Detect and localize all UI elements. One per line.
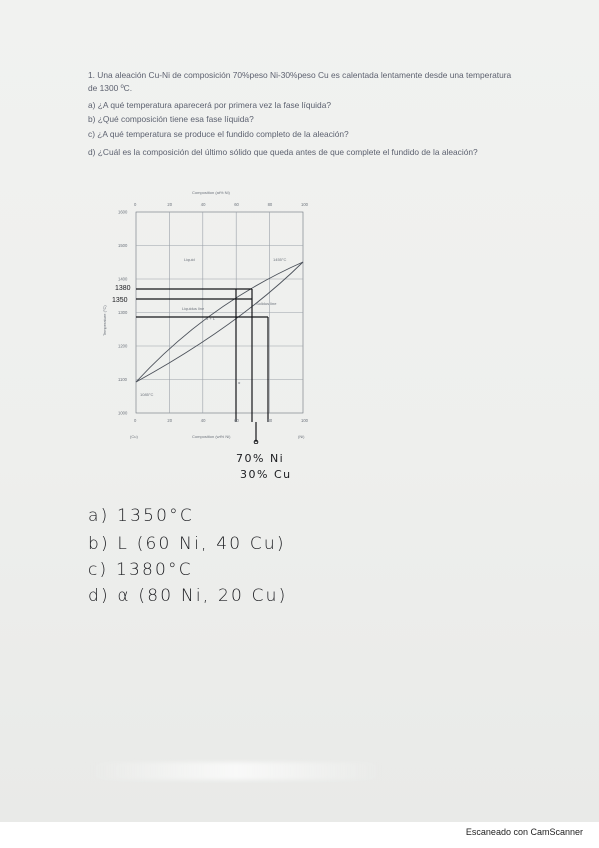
y-tick-1600: 1600	[118, 209, 128, 215]
handwritten-note-cu: 30% Cu	[240, 468, 292, 481]
y-tick-1300: 1300	[118, 310, 128, 315]
top-x-tick-60: 60	[234, 202, 239, 207]
answer-c: c) 1380°C	[88, 560, 193, 580]
answer-b: b) L (60 Ni, 40 Cu)	[88, 534, 286, 554]
cu-melting-label: 1085°C	[140, 392, 154, 397]
alpha-plus-liquid-label: α + L	[206, 316, 216, 321]
top-x-tick-20: 20	[167, 202, 173, 207]
bottom-x-tick-80: 80	[267, 418, 273, 423]
question-a: a) ¿A qué temperatura aparecerá por primera vez la fase líquida?	[88, 100, 332, 110]
diagram-grid	[136, 212, 303, 413]
y-tick-1400: 1400	[118, 276, 128, 282]
answer-a: a) 1350°C	[88, 506, 194, 526]
question-c: c) ¿A qué temperatura se produce el fundido completo de la aleación?	[88, 129, 349, 139]
solidus-line	[136, 262, 303, 382]
phase-diagram	[98, 186, 328, 444]
top-x-tick-100: 100	[301, 202, 308, 207]
question-d: d) ¿Cuál es la composición del último sólido que queda antes de que complete el fundido de la aleación?	[88, 147, 478, 157]
answer-d: d) α (80 Ni, 20 Cu)	[88, 586, 288, 606]
page-smudge	[86, 762, 386, 780]
solidus-label: Solidus line	[256, 301, 277, 306]
mark-1350: 1350	[112, 297, 128, 304]
right-end-label: (Ni)	[298, 434, 305, 439]
alpha-region-label: α	[238, 380, 241, 385]
liquid-region-label: Liquid	[184, 257, 195, 262]
y-tick-1100: 1100	[118, 377, 128, 382]
y-tick-1200: 1200	[118, 343, 128, 349]
top-x-tick-40: 40	[200, 202, 206, 207]
ni-melting-label: 1455°C	[273, 257, 287, 262]
y-axis-label: Temperature (°C)	[102, 305, 107, 336]
bottom-axis-label: Composition (wt% Ni)	[192, 434, 231, 439]
y-tick-1500: 1500	[118, 243, 128, 248]
liquidus-label: Liquidus line	[182, 306, 205, 311]
liquidus-line	[136, 262, 303, 382]
y-tick-1000: 1000	[118, 410, 128, 416]
handwritten-note-ni: 70% Ni	[236, 452, 285, 465]
top-axis-label: Composition (at% Ni)	[192, 190, 230, 195]
left-end-label: (Cu)	[130, 434, 138, 439]
mark-1380: 1380	[115, 285, 131, 292]
bottom-x-tick-100: 100	[301, 418, 308, 423]
bottom-x-tick-0: 0	[134, 418, 137, 423]
bottom-x-tick-60: 60	[234, 418, 239, 423]
top-x-tick-80: 80	[267, 202, 273, 207]
question-intro: 1. Una aleación Cu-Ni de composición 70%peso Ni-30%peso Cu es calentada lentamente desde una temperatura de 1300 ºC.	[88, 70, 512, 93]
scanner-watermark: Escaneado con CamScanner	[465, 827, 583, 837]
question-b: b) ¿Qué composición tiene esa fase líquida?	[88, 114, 254, 124]
bottom-x-tick-40: 40	[200, 418, 206, 423]
top-x-tick-0: 0	[134, 202, 137, 207]
bottom-x-tick-20: 20	[167, 418, 173, 423]
